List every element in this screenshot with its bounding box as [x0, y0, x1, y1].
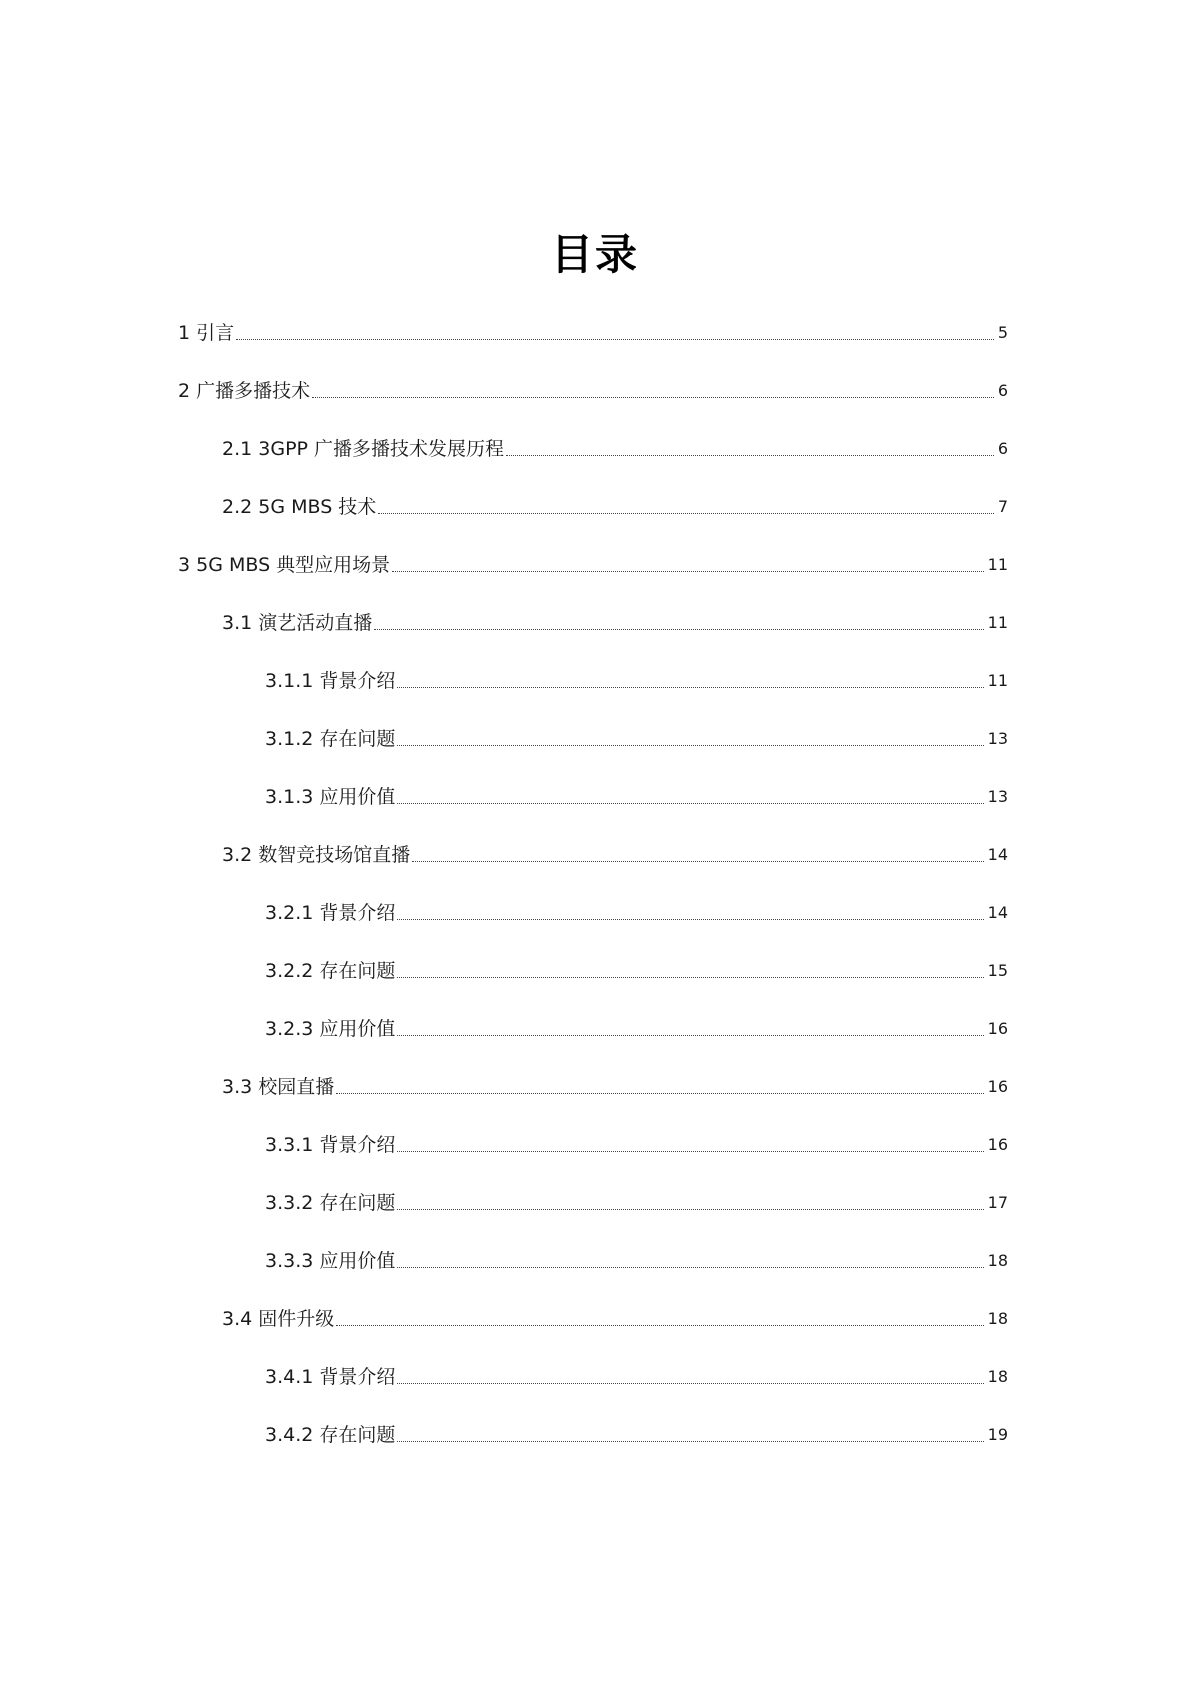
- toc-entry-page: 16: [987, 1135, 1008, 1154]
- dot-leader: [392, 570, 983, 572]
- dot-leader: [378, 512, 994, 514]
- toc-entry-page: 7: [997, 497, 1008, 516]
- toc-entry-page: 16: [987, 1019, 1008, 1038]
- toc-entry-label: 3.1.3 应用价值: [265, 786, 396, 808]
- toc-entry-label: 3.3 校园直播: [222, 1076, 335, 1098]
- dot-leader: [397, 744, 983, 746]
- toc-entry-page: 16: [987, 1077, 1008, 1096]
- toc-entry[interactable]: [178, 376, 1008, 404]
- toc-entry-page: 11: [987, 671, 1008, 690]
- toc-entry[interactable]: [265, 898, 1008, 926]
- toc-entry-label: 3.2.2 存在问题: [265, 960, 396, 982]
- toc-entry[interactable]: [265, 1188, 1008, 1216]
- dot-leader: [397, 1208, 983, 1210]
- toc-entry-page: 18: [987, 1251, 1008, 1270]
- toc-entry-label: 3.1.1 背景介绍: [265, 670, 396, 692]
- dot-leader: [506, 454, 994, 456]
- toc-entry[interactable]: [178, 318, 1008, 346]
- toc-title: 目录: [550, 230, 639, 279]
- toc-entry-page: 5: [997, 323, 1008, 342]
- toc-entry[interactable]: [222, 840, 1008, 868]
- toc-entry[interactable]: [265, 724, 1008, 752]
- toc-entry[interactable]: [265, 1246, 1008, 1274]
- dot-leader: [412, 860, 983, 862]
- toc-entry[interactable]: [222, 608, 1008, 636]
- toc-entry-page: 11: [987, 555, 1008, 574]
- toc-entry-label: 3 5G MBS 典型应用场景: [178, 554, 391, 576]
- toc-entry-page: 11: [987, 613, 1008, 632]
- dot-leader: [397, 686, 983, 688]
- dot-leader: [397, 976, 983, 978]
- dot-leader: [336, 1324, 983, 1326]
- toc-entry-page: 6: [997, 381, 1008, 400]
- toc-entry-label: 3.1 演艺活动直播: [222, 612, 373, 634]
- dot-leader: [236, 338, 994, 340]
- toc-entry-label: 2.1 3GPP 广播多播技术发展历程: [222, 438, 505, 460]
- toc-entry[interactable]: [265, 782, 1008, 810]
- toc-entry-label: 3.2 数智竞技场馆直播: [222, 844, 411, 866]
- toc-entry[interactable]: [265, 956, 1008, 984]
- toc-entry-label: 3.4.1 背景介绍: [265, 1366, 396, 1388]
- toc-entry-page: 13: [987, 787, 1008, 806]
- toc-entry-label: 2.2 5G MBS 技术: [222, 496, 377, 518]
- toc-entry-label: 2 广播多播技术: [178, 380, 311, 402]
- dot-leader: [336, 1092, 983, 1094]
- dot-leader: [397, 918, 983, 920]
- toc-entry-page: 18: [987, 1367, 1008, 1386]
- toc-entry-label: 3.2.3 应用价值: [265, 1018, 396, 1040]
- dot-leader: [397, 802, 983, 804]
- toc-entry-label: 3.1.2 存在问题: [265, 728, 396, 750]
- toc-entry[interactable]: [265, 1362, 1008, 1390]
- toc-entry-page: 19: [987, 1425, 1008, 1444]
- toc-entry-page: 14: [987, 903, 1008, 922]
- toc-entry[interactable]: [222, 492, 1008, 520]
- toc-entry[interactable]: [265, 1130, 1008, 1158]
- toc-entry-page: 18: [987, 1309, 1008, 1328]
- toc-entry[interactable]: [178, 550, 1008, 578]
- toc-entry[interactable]: [222, 1072, 1008, 1100]
- toc-entry-label: 3.4.2 存在问题: [265, 1424, 396, 1446]
- dot-leader: [397, 1382, 983, 1384]
- toc-entry-page: 14: [987, 845, 1008, 864]
- dot-leader: [374, 628, 983, 630]
- toc-entry-label: 3.3.2 存在问题: [265, 1192, 396, 1214]
- toc-entry-label: 3.3.3 应用价值: [265, 1250, 396, 1272]
- dot-leader: [397, 1440, 983, 1442]
- toc-entry-label: 3.2.1 背景介绍: [265, 902, 396, 924]
- toc-entry-page: 13: [987, 729, 1008, 748]
- toc-entry[interactable]: [265, 666, 1008, 694]
- dot-leader: [397, 1150, 983, 1152]
- toc-entry[interactable]: [222, 434, 1008, 462]
- toc-entry[interactable]: [265, 1014, 1008, 1042]
- toc-entry[interactable]: [265, 1420, 1008, 1448]
- toc-entry-page: 6: [997, 439, 1008, 458]
- dot-leader: [397, 1266, 983, 1268]
- toc-entry-label: 3.4 固件升级: [222, 1308, 335, 1330]
- toc-entry-label: 3.3.1 背景介绍: [265, 1134, 396, 1156]
- toc-entry-label: 1 引言: [178, 322, 235, 344]
- toc-entry[interactable]: [222, 1304, 1008, 1332]
- dot-leader: [397, 1034, 983, 1036]
- toc-entry-page: 17: [987, 1193, 1008, 1212]
- dot-leader: [312, 396, 994, 398]
- toc-entry-page: 15: [987, 961, 1008, 980]
